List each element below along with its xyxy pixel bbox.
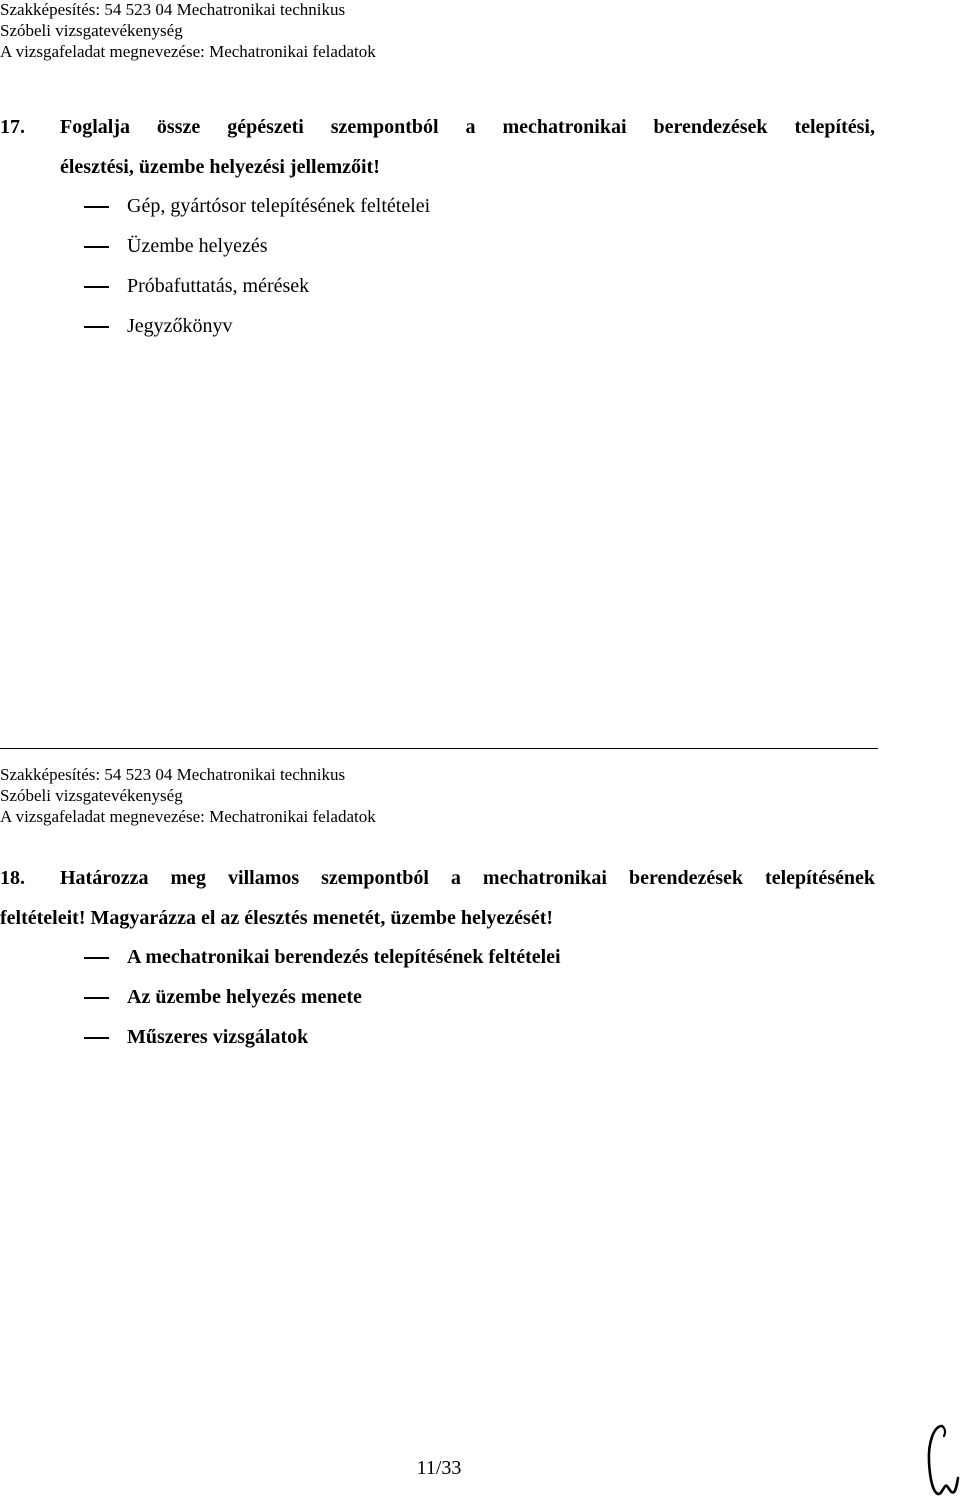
- page-header: [0, 0, 376, 62]
- answer-outline-18: [0, 937, 561, 1057]
- header-exam-type: Szóbeli vizsgatevékenység: [0, 21, 183, 40]
- list-item: A mechatronikai berendezés telepítésének feltételei: [0, 937, 561, 977]
- dash-bullet-icon: [84, 1037, 109, 1039]
- header-task-name: A vizsgafeladat megnevezése: Mechatronikai feladatok: [0, 42, 376, 61]
- header-task-name: A vizsgafeladat megnevezése: Mechatronikai feladatok: [0, 807, 376, 826]
- list-item: Az üzembe helyezés menete: [0, 977, 561, 1017]
- dash-bullet-icon: [84, 957, 109, 959]
- question-text-line2: élesztési, üzembe helyezési jellemzőit!: [60, 156, 380, 178]
- question-number: 18.: [0, 867, 25, 889]
- question-text-line1: Határozza meg villamos szempontból a mechatronikai berendezések telepítésének: [60, 867, 875, 889]
- question-text-line1: Foglalja össze gépészeti szempontból a mechatronikai berendezések telepítési,: [60, 116, 875, 138]
- answer-outline-17: [0, 186, 430, 346]
- list-item: Gép, gyártósor telepítésének feltételei: [0, 186, 430, 226]
- list-item: Üzembe helyezés: [0, 226, 430, 266]
- dash-bullet-icon: [84, 326, 109, 328]
- question-17: [0, 107, 875, 187]
- handwritten-signature-icon: [920, 1422, 960, 1503]
- list-item: Műszeres vizsgálatok: [0, 1017, 561, 1057]
- header-exam-type: Szóbeli vizsgatevékenység: [0, 786, 183, 805]
- section-divider: [0, 748, 878, 749]
- page-header: [0, 764, 376, 827]
- dash-bullet-icon: [84, 246, 109, 248]
- header-qualification: Szakképesítés: 54 523 04 Mechatronikai technikus: [0, 0, 346, 19]
- dash-bullet-icon: [84, 206, 109, 208]
- dash-bullet-icon: [84, 286, 109, 288]
- page-number: 11/33: [416, 1457, 462, 1479]
- list-item: Jegyzőkönyv: [0, 306, 430, 346]
- header-qualification: Szakképesítés: 54 523 04 Mechatronikai technikus: [0, 765, 346, 784]
- question-number: 17.: [0, 116, 25, 138]
- list-item: Próbafuttatás, mérések: [0, 266, 430, 306]
- question-18: [0, 858, 875, 938]
- question-text-line2: feltételeit! Magyarázza el az élesztés menetét, üzembe helyezését!: [0, 907, 554, 929]
- dash-bullet-icon: [84, 997, 109, 999]
